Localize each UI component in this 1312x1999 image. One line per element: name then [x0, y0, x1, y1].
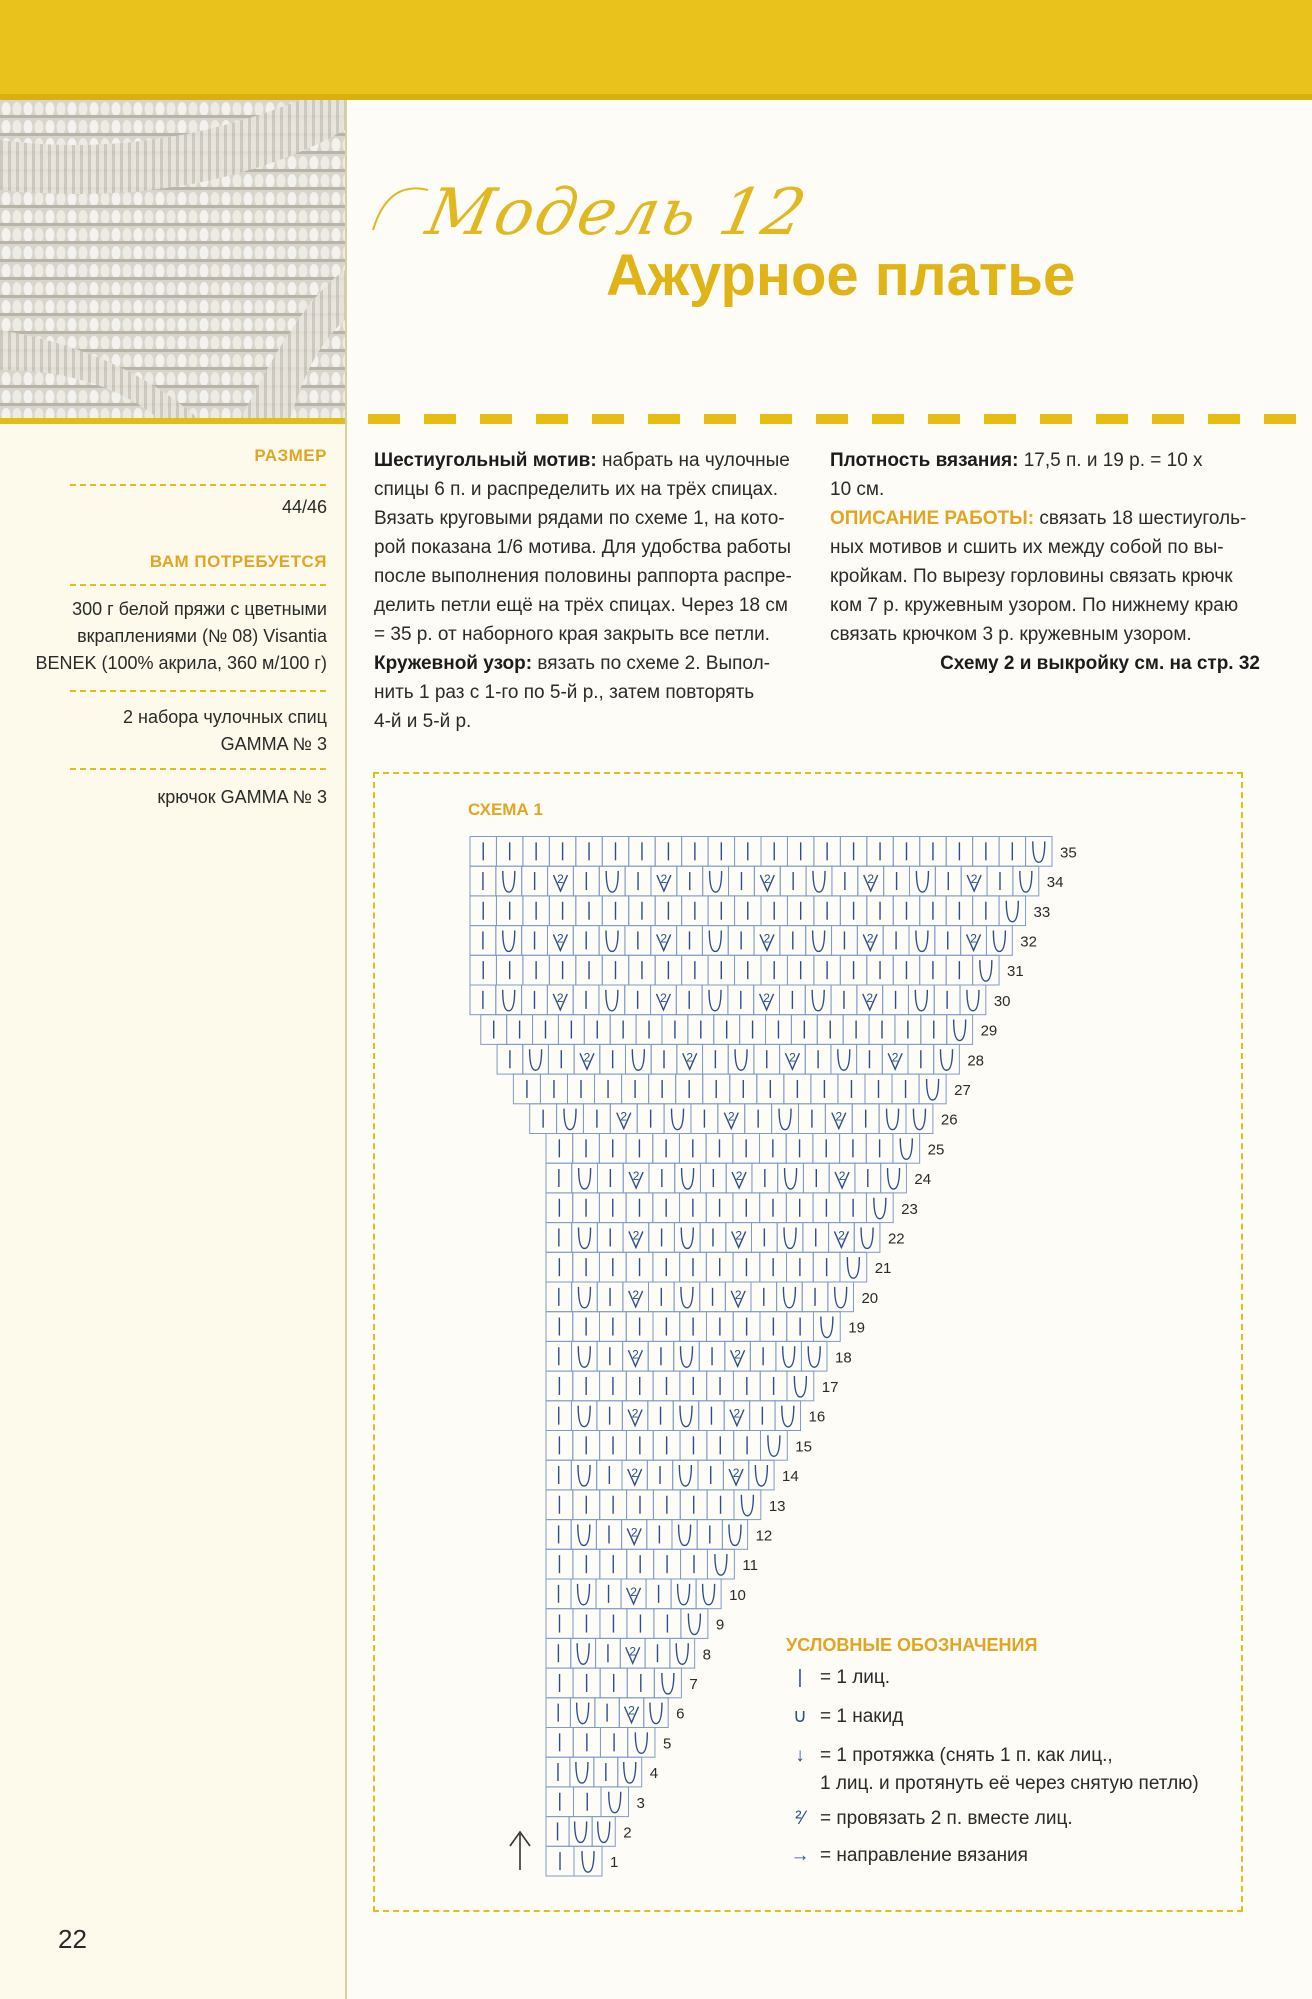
decrease-number: 2 — [866, 931, 874, 946]
decrease-number: 2 — [734, 1347, 741, 1362]
yarnover-mark — [578, 1584, 590, 1605]
size-value: 44/46 — [281, 497, 327, 517]
decrease-number: 2 — [970, 872, 978, 887]
yarnover-mark — [679, 1524, 691, 1545]
legend-slip: ↓ = 1 протяжка (снять 1 п. как лиц., — [780, 1742, 1113, 1770]
yarnover-mark — [785, 1168, 797, 1189]
yarnover-mark — [741, 1495, 753, 1516]
knit-symbol-icon: | — [797, 1667, 803, 1688]
row-label: 22 — [887, 1230, 905, 1248]
decrease-number: 2 — [630, 1584, 637, 1599]
yarnover-mark — [927, 1079, 939, 1100]
yarnover-mark — [577, 1703, 589, 1724]
row-label: 23 — [901, 1200, 918, 1218]
row-label: 24 — [914, 1171, 932, 1189]
row-label: 15 — [795, 1438, 812, 1456]
yarnover-mark — [1006, 901, 1018, 922]
row-label: 16 — [808, 1408, 826, 1426]
decrease-number: 2 — [632, 1228, 640, 1243]
yarnover-mark — [606, 990, 618, 1011]
yarnover-mark — [680, 1406, 692, 1427]
decrease-number: 2 — [631, 1466, 639, 1481]
decrease-number: 2 — [686, 1050, 694, 1065]
row-label: 4 — [649, 1765, 659, 1783]
row-label: 17 — [821, 1378, 839, 1396]
arrow-right-icon: → — [790, 1845, 810, 1866]
decrease-number: 2 — [763, 931, 771, 946]
yarnover-mark — [606, 871, 618, 892]
decrease-number: 2 — [583, 1050, 591, 1065]
row-label: 3 — [636, 1794, 645, 1812]
yarnover-mark — [913, 1109, 925, 1130]
decrease-number: 2 — [867, 872, 875, 887]
motif-label: Шестиугольный мотив: — [374, 450, 597, 471]
yarnover-mark — [582, 1851, 594, 1872]
yarnover-mark — [682, 1168, 694, 1189]
row-label: 11 — [742, 1557, 758, 1575]
yarnover-mark — [794, 1376, 806, 1397]
legend-yarnover: ∪ = 1 накид — [780, 1703, 903, 1731]
legend-title: УСЛОВНЫЕ ОБОЗНАЧЕНИЯ — [786, 1635, 1038, 1655]
decrease-number: 2 — [620, 1109, 628, 1124]
yarnover-mark — [598, 1821, 610, 1842]
yarn-info: 300 г белой пряжи с цветными вкраплениями (№ 08) Visantia BENEK (100% акрила, 360 м/100 г) — [35, 599, 327, 673]
yarnover-mark — [887, 1109, 899, 1130]
row-label: 26 — [940, 1111, 958, 1129]
decrease-number: 2 — [556, 990, 564, 1005]
yarnover-mark — [688, 1614, 700, 1635]
decrease-number: 2 — [660, 872, 668, 887]
decrease-number: 2 — [734, 1287, 742, 1302]
decrease-number: 2 — [660, 990, 667, 1005]
legend-k2tog: ²⁄ = провязать 2 п. вместе лиц. — [780, 1805, 1073, 1833]
yarnover-mark — [954, 1020, 966, 1041]
yarnover-mark — [782, 1406, 794, 1427]
yarnover-mark — [808, 1346, 820, 1367]
decrease-number: 2 — [789, 1050, 796, 1065]
row-label: 7 — [689, 1675, 698, 1693]
scheme-title: СХЕМА 1 — [468, 800, 543, 819]
yarnover-mark — [888, 1168, 900, 1189]
yarnover-mark — [715, 1554, 727, 1575]
yarnover-mark — [681, 1287, 693, 1308]
yarnover-mark — [709, 990, 721, 1011]
yarnover-mark — [847, 1257, 859, 1278]
row-label: 1 — [610, 1854, 619, 1872]
yarnover-mark — [1033, 841, 1045, 862]
yarnover-mark — [632, 1049, 644, 1070]
row-label: 2 — [623, 1824, 632, 1842]
yarnover-mark — [835, 1287, 847, 1308]
hook-info: крючок GAMMA № 3 — [157, 787, 327, 807]
yarnover-mark — [941, 1049, 953, 1070]
decrease-number: 2 — [557, 931, 564, 946]
yarnover-mark — [679, 1465, 691, 1486]
decrease-number: 2 — [866, 990, 874, 1005]
decrease-number: 2 — [557, 872, 564, 887]
yarnover-mark — [635, 1732, 647, 1753]
yarnover-mark — [838, 1049, 850, 1070]
size-heading: РАЗМЕР — [254, 446, 327, 465]
yarnover-mark — [578, 1346, 590, 1367]
decrease-number: 2 — [660, 931, 668, 946]
yarnover-mark — [783, 1287, 795, 1308]
row-label: 20 — [861, 1289, 879, 1307]
yarnover-mark — [578, 1524, 590, 1545]
work-label: ОПИСАНИЕ РАБОТЫ: — [830, 508, 1035, 529]
decrease-number: 2 — [763, 990, 770, 1005]
yarnover-mark — [564, 1109, 576, 1130]
page-number: 22 — [58, 1924, 87, 1954]
row-label: 28 — [967, 1052, 985, 1070]
yarnover-mark — [576, 1762, 588, 1783]
needs-heading: ВАМ ПОТРЕБУЕТСЯ — [149, 552, 327, 571]
row-label: 30 — [993, 992, 1011, 1010]
row-label: 33 — [1033, 903, 1051, 921]
yarnover-mark — [915, 990, 927, 1011]
yarnover-mark — [577, 1643, 589, 1664]
row-label: 18 — [835, 1349, 852, 1367]
yarnover-mark — [813, 930, 825, 951]
row-label: 10 — [729, 1586, 746, 1604]
decrease-number: 2 — [735, 1228, 743, 1243]
row-label: 14 — [782, 1468, 799, 1486]
yarnover-mark — [967, 990, 979, 1011]
yarnover-mark — [735, 1049, 747, 1070]
yarnover-mark — [681, 1346, 693, 1367]
yarnover-mark — [916, 871, 928, 892]
yarnover-mark — [676, 1643, 688, 1664]
decrease-number: 2 — [630, 1525, 638, 1540]
row-label: 31 — [1007, 963, 1024, 981]
yarnover-mark — [650, 1703, 662, 1724]
see-page-note: Схему 2 и выкройку см. на стр. 32 — [940, 653, 1260, 674]
needles-info: 2 набора чулочных спиц GAMMA № 3 — [123, 707, 327, 754]
yarnover-mark — [503, 990, 515, 1011]
yarnover-mark — [993, 930, 1005, 951]
decrease-number: 2 — [732, 1466, 740, 1481]
yarnover-mark — [874, 1198, 886, 1219]
yarnover-mark — [779, 1109, 791, 1130]
yarnover-mark — [812, 990, 824, 1011]
yarnover-mark — [729, 1524, 741, 1545]
decrease-number: 2 — [891, 1050, 899, 1065]
yarnover-mark — [530, 1049, 542, 1070]
row-label: 8 — [702, 1646, 711, 1664]
model-script-text: Модель 12 — [420, 176, 814, 250]
decrease-number: 2 — [735, 1169, 743, 1184]
decrease-number: 2 — [733, 1406, 741, 1421]
row-label: 35 — [1060, 844, 1077, 862]
decrease-number: 2 — [763, 872, 771, 887]
legend-slip-cont: 1 лиц. и протянуть её через снятую петлю) — [820, 1773, 1199, 1794]
yarnover-mark — [784, 1227, 796, 1248]
yarnover-mark — [606, 930, 618, 951]
decrease-number: 2 — [835, 1109, 843, 1124]
yarnover-mark — [821, 1317, 833, 1338]
row-label: 34 — [1046, 874, 1064, 892]
yarnover-mark — [678, 1584, 690, 1605]
page-title: Ажурное платье — [606, 243, 1076, 308]
legend-knit: | = 1 лиц. — [780, 1664, 890, 1692]
yarnover-mark — [1020, 871, 1032, 892]
row-label: 25 — [927, 1141, 945, 1159]
row-label: 21 — [874, 1260, 892, 1278]
decrease-number: 2 — [631, 1406, 639, 1421]
yarnover-mark — [703, 1584, 715, 1605]
slip-symbol-icon: ↓ — [795, 1745, 805, 1766]
yarnover-mark — [710, 871, 722, 892]
row-label: 32 — [1020, 933, 1037, 951]
row-label: 19 — [848, 1319, 865, 1337]
row-label: 5 — [662, 1735, 672, 1753]
decrease-number: 2 — [970, 931, 977, 946]
yarnover-mark — [813, 871, 825, 892]
yarnover-mark — [579, 1168, 591, 1189]
yarnover-mark — [783, 1346, 795, 1367]
row-label: 12 — [755, 1527, 773, 1545]
yarnover-mark — [672, 1109, 684, 1130]
yarnover-mark — [624, 1762, 636, 1783]
yarnover-mark — [578, 1287, 590, 1308]
row-label: 29 — [980, 1022, 998, 1040]
density-label: Плотность вязания: — [830, 450, 1019, 471]
lace-label: Кружевной узор: — [374, 653, 533, 674]
decrease-number: 2 — [838, 1228, 845, 1243]
decrease-number: 2 — [628, 1703, 635, 1718]
yarnover-mark — [662, 1673, 674, 1694]
yarnover-mark — [900, 1138, 912, 1159]
yarnover-mark — [609, 1792, 621, 1813]
legend-direction: → = направление вязания — [780, 1842, 1028, 1870]
row-label: 27 — [954, 1081, 971, 1099]
yarnover-mark — [503, 930, 515, 951]
decrease-number: 2 — [632, 1169, 640, 1184]
yarnover-mark — [980, 960, 992, 981]
row-label: 13 — [768, 1497, 786, 1515]
decrease-number: 2 — [629, 1644, 637, 1659]
yarnover-mark — [755, 1465, 767, 1486]
yarnover-mark — [681, 1227, 693, 1248]
yarnover-mark — [768, 1435, 780, 1456]
yarnover-symbol-icon: ∪ — [793, 1706, 807, 1727]
column-motif: Шестиугольный мотив: набрать на чулочные спицы 6 п. и распределить их на трёх спицах. Вязать круговыми рядами по схеме 1, на кото- рой показана 1/6 мотива. Для удобства работы после выполнения половины раппорта распре- делить петли ещё на трёх спицах. Через 18 см = 35 р. от наборного края закрыть все петли. Кружевной узор: вязать по схеме 2. Выпол- нить 1 раз с 1-го по 5-й р., затем повторять 4-й и 5-й р. — [374, 450, 792, 732]
yarnover-mark — [575, 1821, 587, 1842]
row-label: 9 — [715, 1616, 725, 1634]
yarnover-mark — [916, 930, 928, 951]
decrease-number: 2 — [632, 1347, 639, 1362]
yarnover-mark — [709, 930, 721, 951]
k2tog-symbol-icon: ²⁄ — [795, 1808, 805, 1829]
yarnover-mark — [578, 1465, 590, 1486]
yarnover-mark — [861, 1227, 873, 1248]
decrease-number: 2 — [838, 1169, 846, 1184]
yarnover-mark — [579, 1227, 591, 1248]
yarnover-mark — [578, 1406, 590, 1427]
column-density: Плотность вязания: 17,5 п. и 19 р. = 10 х 10 см. ОПИСАНИЕ РАБОТЫ: связать 18 шестиуголь- ных мотивов и сшить их между собой по вы- кройкам. По вырезу горловины связать крючк ком 7 р. кружевным узором. По нижнему краю связать крючком 3 р. кружевным узором. Схему 2 и выкройку см. на стр. 32 — [830, 446, 1260, 678]
yarnover-mark — [503, 871, 515, 892]
row-label: 6 — [676, 1705, 685, 1723]
decrease-number: 2 — [727, 1109, 735, 1124]
decrease-number: 2 — [632, 1287, 640, 1302]
